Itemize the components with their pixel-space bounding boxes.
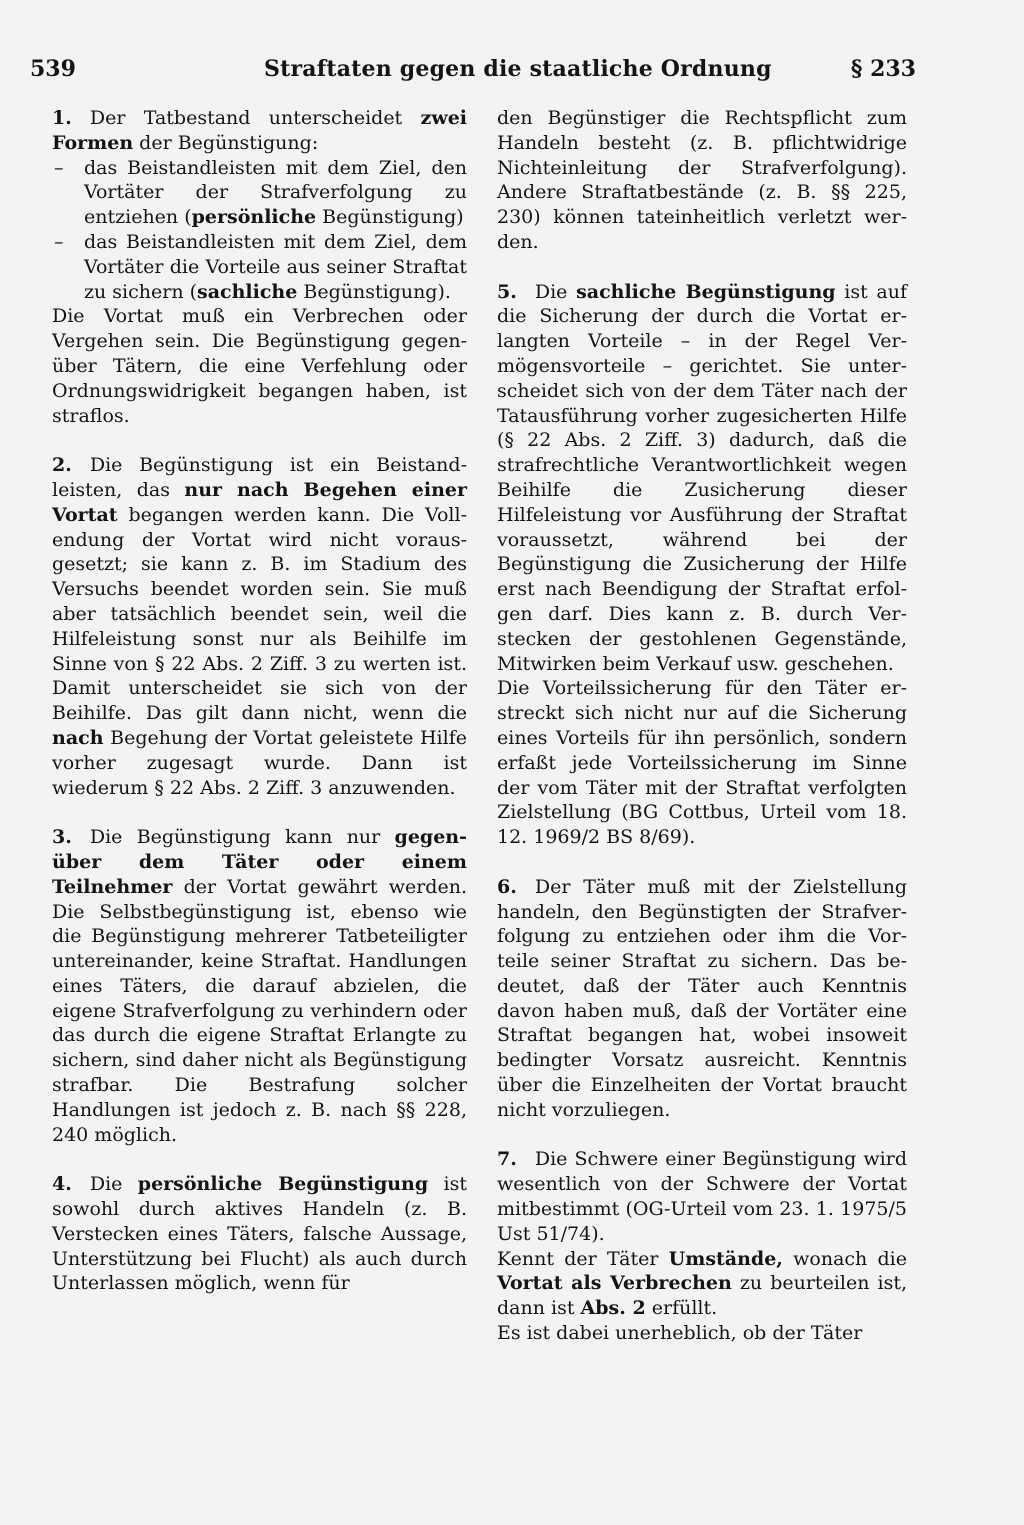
bold-text: nur nach Begehen einer Vortat — [52, 478, 468, 526]
paragraph-4 — [52, 1172, 467, 1296]
paragraph-7-continued — [497, 1247, 907, 1321]
paragraph-2 — [52, 453, 467, 800]
text: Begünstigung) — [316, 206, 464, 229]
bold-text: gegenüber dem Täter oder einem Teilnehmer — [52, 826, 467, 898]
text: Die — [89, 1173, 138, 1196]
text: Die Begünstigung kann nur — [89, 826, 395, 849]
bold-text: sachliche Begünstigung — [576, 280, 836, 303]
paragraph-7-end: Es ist dabei unerheblich, ob der Täter — [497, 1322, 863, 1345]
text: ist sowohl durch aktives Handeln (z. B. Verstecken eines Täters, falsche Aussage, Unterstützung bei Flucht) als auch durch Unterlassen möglich, wenn für — [52, 1173, 467, 1295]
text: ist auf die Sicherung der durch die Vortat erlangten Vorteile – in der Regel Vermögensvorteile – gerichtet. Sie unterscheidet sich von der dem Täter nach der Tatausführung vorher zugesicherten Hilfe (§ 22 Abs. 2 Ziff. 3) dadurch, daß die strafrechtliche Verantwortlichkeit wegen Beihilfe die Zusicherung dieser Hilfeleistung vor Ausführung der Straftat voraussetzt, während bei der Begünstigung die Zusicherung der Hilfe erst nach Beendigung der Straftat erfolgen darf. Dies kann z. B. durch Verstecken der gestohlenen Gegenstände, Mitwirken beim Verkauf usw. geschehen. — [497, 280, 907, 675]
bold-text: persönliche — [191, 206, 317, 229]
text: Begünstigung). — [297, 280, 451, 303]
paragraph-5 — [497, 280, 907, 677]
bold-text: sachliche — [197, 280, 298, 303]
text: Der Täter muß mit der Zielstellung handeln, den Begünstigten der Strafverfolgung zu entziehen oder ihm die Vorteile seiner Straftat zu sichern. Das bedeutet, daß der Täter auch Kenntnis davon haben muß, daß der Vortäter eine Straftat begangen hat, wobei insoweit bedingter Vorsatz ausreicht. Kenntnis über die Einzelheiten der Vortat braucht nicht vorzuliegen. — [497, 875, 907, 1121]
text: der Vortat gewährt werden. Die Selbstbegünstigung ist, ebenso wie die Begünstigung mehrerer Tatbeteiligter untereinander, keine Straftat. Handlungen eines Täters, die darauf abzielen, die eigene Strafverfolgung zu verhindern oder das durch die eigene Straftat Erlangte zu sichern, sind daher nicht als Begünstigung strafbar. Die Bestrafung solcher Handlungen ist jedoch z. B. nach §§ 228, 240 möglich. — [52, 875, 467, 1146]
left-column — [52, 106, 467, 1296]
paragraph-number: 5. — [497, 280, 517, 303]
bold-text: Vortat als Verbrechen — [497, 1272, 732, 1295]
paragraph-1-continued: Die Vortat muß ein Verbrechen oder Vergehen sein. Die Begünstigung gegenüber Tätern, die eine Verfehlung oder Ordnungswidrigkeit begangen haben, ist straflos. — [52, 305, 467, 427]
text: das Beistandleisten mit dem Ziel, den Vortäter der Strafverfolgung zu entziehen ( — [84, 156, 467, 229]
text: Der Tatbestand unterscheidet — [89, 107, 421, 129]
text: wonach die — [782, 1247, 907, 1270]
paragraph-1 — [52, 106, 467, 156]
bold-text: persönliche Begünstigung — [137, 1173, 429, 1196]
paragraph-number: 1. — [52, 107, 72, 129]
dash-list — [52, 156, 467, 305]
text: zu beurteilen ist, dann ist — [497, 1272, 908, 1320]
text: Die Schwere einer Begünstigung wird wesentlich von der Schwere der Vortat mitbestimmt (OG-Urteil vom 23. 1. 1975/5 Ust 51/74). — [497, 1148, 907, 1245]
paragraph-number: 2. — [52, 454, 72, 477]
page-header — [0, 56, 1024, 96]
paragraph-7 — [497, 1147, 907, 1246]
paragraph-4-continued: den Begünstiger die Rechtspflicht zum Handeln besteht (z. B. pflichtwidrige Nichteinleitung der Strafverfolgung). Andere Straftatbestände (z. B. §§ 225, 230) können tateinheitlich verletzt werden. — [497, 107, 907, 253]
bold-text: Umstände, — [668, 1247, 783, 1270]
right-column — [497, 106, 907, 1346]
list-item — [52, 156, 467, 230]
text: erfüllt. — [645, 1297, 718, 1320]
paragraph-number: 4. — [52, 1173, 72, 1196]
running-title: Straftaten gegen die staatliche Ordnung — [264, 56, 772, 82]
text: begangen werden kann. Die Vollendung der Vortat wird nicht vorausgesetzt; sie kann z. B. im Stadium des Versuchs beendet worden sein. Sie muß aber tatsächlich beendet sein, weil die Hilfeleistung sonst nur als Beihilfe im Sinne von § 22 Abs. 2 Ziff. 3 zu werten ist. Damit unterscheidet sie sich von der Beihilfe. Das gilt dann nicht, wenn die — [52, 503, 467, 725]
section-number: § 233 — [850, 56, 916, 82]
text: Die — [534, 280, 577, 303]
list-item — [52, 230, 467, 304]
bold-text: Abs. 2 — [580, 1297, 646, 1320]
bold-text: zwei Formen — [52, 107, 467, 154]
bold-text: nach — [52, 726, 104, 749]
paragraph-3 — [52, 825, 467, 1147]
text: das Beistandleisten mit dem Ziel, dem Vortäter die Vorteile aus seiner Straftat zu sichern ( — [84, 230, 467, 303]
text: der Begünstigung: — [133, 131, 319, 154]
text: Die Begünstigung ist ein Beistandleisten, das — [52, 454, 467, 501]
paragraph-5-continued: Die Vorteilssicherung für den Täter erstreckt sich nicht nur auf die Sicherung eines Vorteils für ihn persönlich, sondern erfaßt jede Vorteilssicherung im Sinne der vom Täter mit der Straftat verfolgten Zielstellung (BG Cottbus, Urteil vom 18. 12. 1969/2 BS 8/69). — [497, 677, 907, 849]
paragraph-6 — [497, 875, 907, 1123]
text: Kennt der Täter — [497, 1247, 669, 1270]
paragraph-number: 7. — [497, 1148, 517, 1171]
page-number: 539 — [30, 56, 76, 82]
paragraph-number: 6. — [497, 875, 517, 898]
paragraph-number: 3. — [52, 826, 72, 849]
text: Begehung der Vortat geleistete Hilfe vorher zugesagt wurde. Dann ist wiederum § 22 Abs. 2 Ziff. 3 anzuwenden. — [52, 726, 467, 799]
